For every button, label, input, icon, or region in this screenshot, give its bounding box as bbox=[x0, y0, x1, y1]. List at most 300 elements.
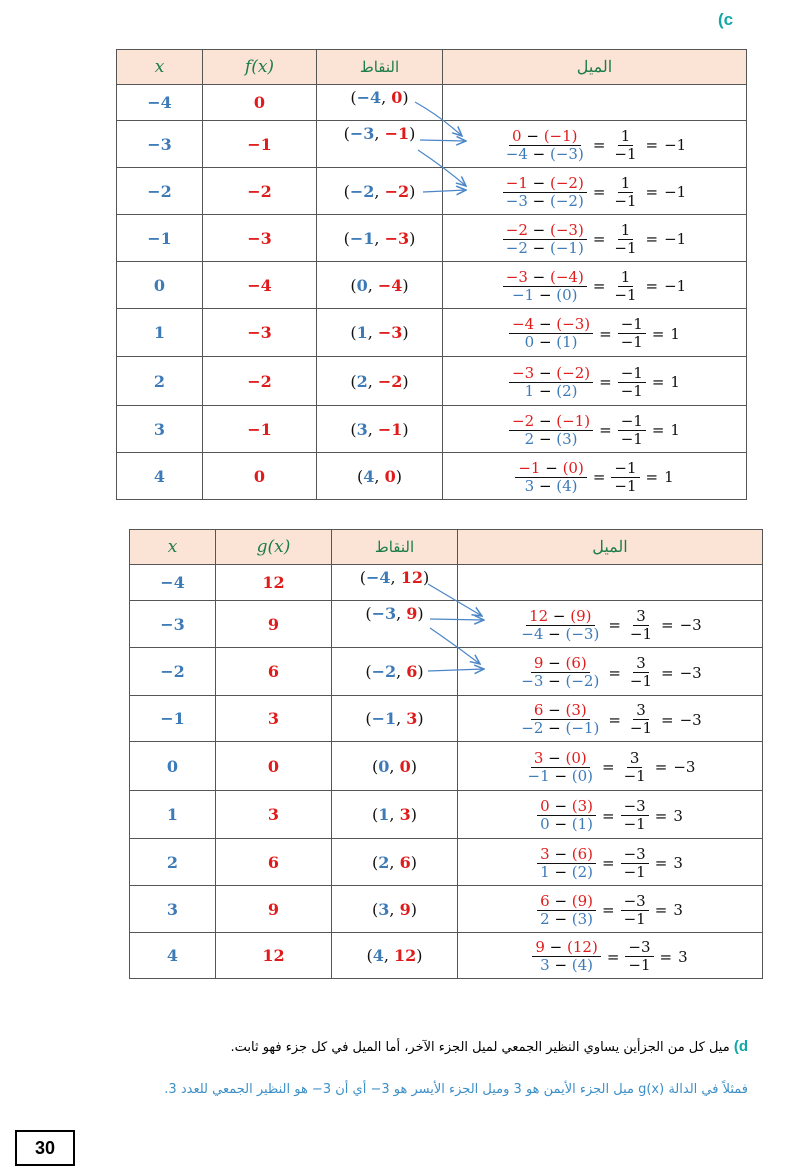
slope-result: 3 bbox=[673, 806, 683, 825]
slope-denominator: 0 − (1) bbox=[540, 815, 594, 833]
denominator-term: (3) bbox=[556, 429, 578, 448]
cell-point: (−3, −1) bbox=[317, 121, 443, 168]
slope-fraction bbox=[509, 365, 593, 400]
table-row bbox=[117, 262, 747, 309]
simplified-fraction bbox=[611, 269, 639, 304]
simplified-denominator: −1 bbox=[629, 672, 653, 690]
cell-slope bbox=[443, 453, 747, 500]
cell-slope bbox=[458, 839, 763, 886]
header-gx: g(x) bbox=[216, 530, 332, 565]
simplified-fraction bbox=[627, 702, 655, 737]
point-x: 3 bbox=[378, 899, 390, 919]
numerator-term: (−2) bbox=[556, 363, 591, 382]
numerator-term: 9 bbox=[535, 938, 545, 956]
slope-denominator: −2 − (−1) bbox=[505, 238, 584, 257]
slope-result: 1 bbox=[664, 468, 674, 486]
simplified-numerator: −1 bbox=[618, 413, 646, 431]
cell-slope bbox=[458, 696, 763, 742]
denominator-term: −4 bbox=[505, 144, 528, 163]
slope-fraction bbox=[515, 460, 586, 495]
point-x: 1 bbox=[356, 323, 368, 342]
slope-numerator: 0 − (3) bbox=[537, 798, 596, 816]
simplified-fraction bbox=[625, 939, 653, 974]
part-c-label: (c bbox=[718, 10, 734, 29]
cell-slope bbox=[458, 791, 763, 839]
simplified-denominator: −1 bbox=[620, 429, 643, 448]
cell-x: 4 bbox=[130, 933, 216, 979]
simplified-numerator: −3 bbox=[621, 798, 649, 816]
denominator-term: (1) bbox=[556, 333, 578, 351]
point-x: 2 bbox=[378, 852, 390, 872]
denominator-term: (−2) bbox=[550, 191, 584, 210]
numerator-term: 9 bbox=[533, 654, 544, 672]
point-x: −1 bbox=[371, 709, 397, 728]
denominator-term: −3 bbox=[521, 672, 544, 690]
cell-fx: 12 bbox=[216, 933, 332, 979]
denominator-term: 1 bbox=[540, 862, 550, 881]
simplified-fraction bbox=[611, 175, 639, 210]
slope-expression: $\frac{-1 - (0)}{3 - (4)}$ = $\frac{-1}{-1}$ = 1 bbox=[515, 460, 673, 495]
simplified-numerator: −1 bbox=[618, 316, 646, 334]
numerator-term: (6) bbox=[565, 654, 587, 672]
table-row bbox=[117, 357, 747, 406]
cell-slope bbox=[443, 357, 747, 406]
slope-result: −3 bbox=[673, 758, 696, 776]
slope-result: −1 bbox=[664, 277, 687, 295]
numerator-term: (12) bbox=[567, 938, 598, 956]
simplified-denominator: −1 bbox=[620, 381, 643, 400]
slope-denominator: −1 − (0) bbox=[512, 285, 578, 304]
slope-denominator: −2 − (−1) bbox=[521, 719, 600, 737]
cell-fx: 9 bbox=[216, 886, 332, 933]
slope-result: 1 bbox=[670, 421, 680, 439]
simplified-denominator: −1 bbox=[614, 285, 637, 304]
cell-x: 2 bbox=[117, 357, 203, 406]
simplified-numerator: −1 bbox=[611, 460, 639, 478]
table-row bbox=[117, 85, 747, 121]
point-y: −3 bbox=[384, 228, 410, 248]
simplified-numerator: 1 bbox=[618, 222, 634, 240]
numerator-term: (9) bbox=[571, 891, 594, 910]
cell-x: 3 bbox=[130, 886, 216, 933]
slope-denominator: −1 − (0) bbox=[527, 766, 594, 785]
cell-x: −2 bbox=[130, 648, 216, 696]
slope-expression: $\frac{9 - (6)}{-3 - (-2)}$ = $\frac{3}{-1}$ = −3 bbox=[518, 655, 701, 690]
cell-point: (−1, −3) bbox=[317, 215, 443, 262]
numerator-term: −1 bbox=[518, 458, 541, 477]
point-x: −2 bbox=[371, 662, 397, 681]
cell-x: 0 bbox=[130, 742, 216, 791]
cell-fx: −3 bbox=[203, 309, 317, 357]
point-y: 12 bbox=[394, 946, 417, 965]
simplified-fraction bbox=[621, 846, 649, 881]
cell-x: 0 bbox=[117, 262, 203, 309]
simplified-fraction bbox=[621, 750, 649, 785]
table-row bbox=[130, 696, 763, 742]
cell-x: −2 bbox=[117, 168, 203, 215]
denominator-term: 1 bbox=[524, 381, 535, 400]
cell-x: −1 bbox=[130, 696, 216, 742]
slope-fraction bbox=[537, 846, 596, 881]
numerator-term: −3 bbox=[505, 267, 528, 286]
numerator-term: (−3) bbox=[550, 220, 584, 239]
slope-expression: $\frac{0 - (-1)}{-4 - (-3)}$ = $\frac{1}{-1}$ = −1 bbox=[503, 128, 686, 163]
table-row bbox=[130, 648, 763, 696]
simplified-denominator: −1 bbox=[614, 238, 637, 257]
cell-point: (4, 12) bbox=[332, 933, 458, 979]
numerator-term: (−1) bbox=[556, 411, 591, 430]
denominator-term: (−3) bbox=[565, 624, 600, 643]
slope-numerator: 6 − (3) bbox=[531, 702, 590, 720]
cell-fx: 12 bbox=[216, 565, 332, 601]
table-row bbox=[117, 453, 747, 500]
slope-result: 3 bbox=[678, 947, 688, 966]
cell-point: (0, −4) bbox=[317, 262, 443, 309]
simplified-denominator: −1 bbox=[614, 191, 637, 210]
table-row bbox=[130, 791, 763, 839]
slope-fraction bbox=[537, 893, 596, 928]
cell-fx: 0 bbox=[203, 453, 317, 500]
slope-expression: $\frac{6 - (3)}{-2 - (-1)}$ = $\frac{3}{-1}$ = −3 bbox=[518, 702, 701, 737]
cell-x: −4 bbox=[130, 565, 216, 601]
point-y: 0 bbox=[399, 756, 411, 776]
numerator-term: 3 bbox=[533, 748, 544, 767]
table-header-row bbox=[130, 530, 763, 565]
slope-fraction bbox=[518, 702, 602, 737]
point-x: 1 bbox=[378, 805, 390, 824]
denominator-term: (3) bbox=[571, 909, 594, 928]
point-y: 0 bbox=[391, 88, 403, 107]
cell-point: (−4, 12) bbox=[332, 565, 458, 601]
cell-slope bbox=[443, 262, 747, 309]
cell-slope bbox=[443, 309, 747, 357]
cell-x: 4 bbox=[117, 453, 203, 500]
cell-x: −4 bbox=[117, 85, 203, 121]
cell-fx: 3 bbox=[216, 791, 332, 839]
point-x: 0 bbox=[378, 756, 390, 776]
point-x: −4 bbox=[366, 568, 391, 587]
part-d-label: d) bbox=[733, 1038, 748, 1055]
slope-numerator: −2 − (−3) bbox=[503, 222, 587, 240]
denominator-term: (−2) bbox=[565, 672, 600, 690]
numerator-term: 6 bbox=[540, 891, 550, 910]
simplified-numerator: −3 bbox=[621, 893, 649, 911]
slope-numerator: −1 − (−2) bbox=[503, 175, 587, 193]
slope-fraction bbox=[503, 128, 587, 163]
slope-expression: $\frac{-1 - (-2)}{-3 - (-2)}$ = $\frac{1}{-1}$ = −1 bbox=[503, 175, 686, 210]
point-y: −2 bbox=[384, 181, 410, 201]
slope-expression: $\frac{-2 - (-1)}{2 - (3)}$ = $\frac{-1}{-1}$ = 1 bbox=[509, 413, 680, 448]
cell-fx: 6 bbox=[216, 839, 332, 886]
cell-point: (2, 6) bbox=[332, 839, 458, 886]
slope-result: 1 bbox=[670, 324, 680, 343]
denominator-term: (−1) bbox=[550, 238, 584, 257]
header-points: النقاط bbox=[332, 530, 458, 565]
slope-fraction bbox=[503, 269, 587, 304]
denominator-term: −2 bbox=[505, 238, 528, 257]
numerator-term: (9) bbox=[570, 606, 592, 625]
cell-point: (0, 0) bbox=[332, 742, 458, 791]
point-x: −4 bbox=[356, 88, 382, 107]
slope-expression: $\frac{0 - (3)}{0 - (1)}$ = $\frac{-3}{-1}$ = 3 bbox=[537, 798, 683, 833]
slope-numerator: −3 − (−2) bbox=[509, 365, 593, 383]
simplified-numerator: 3 bbox=[633, 702, 649, 720]
denominator-term: (0) bbox=[556, 285, 578, 304]
numerator-term: 6 bbox=[533, 701, 544, 719]
cell-x: 1 bbox=[130, 791, 216, 839]
denominator-term: −1 bbox=[527, 766, 550, 785]
table-row bbox=[130, 933, 763, 979]
cell-fx: 6 bbox=[216, 648, 332, 696]
slope-expression: $\frac{12 - (9)}{-4 - (-3)}$ = $\frac{3}{-1}$ = −3 bbox=[518, 608, 701, 643]
cell-x: 2 bbox=[130, 839, 216, 886]
simplified-numerator: 3 bbox=[627, 750, 643, 768]
simplified-denominator: −1 bbox=[628, 956, 651, 974]
part-d-line1: ميل كل من الجزأين يساوي النظير الجمعي لميل الجزء الآخر، أما الميل في كل جزء فهو ثابت. bbox=[230, 1040, 730, 1055]
numerator-term: −1 bbox=[505, 173, 528, 192]
cell-fx: −3 bbox=[203, 215, 317, 262]
cell-slope bbox=[443, 121, 747, 168]
denominator-term: 2 bbox=[540, 909, 550, 928]
page-number: 30 bbox=[15, 1130, 75, 1166]
slope-fraction bbox=[503, 175, 587, 210]
denominator-term: 3 bbox=[524, 476, 535, 495]
cell-x: −3 bbox=[117, 121, 203, 168]
cell-slope bbox=[458, 933, 763, 979]
simplified-denominator: −1 bbox=[620, 333, 643, 351]
numerator-term: −4 bbox=[512, 315, 535, 333]
header-slope: الميل bbox=[443, 50, 747, 85]
point-x: 4 bbox=[363, 466, 375, 486]
point-y: 6 bbox=[399, 852, 411, 872]
point-y: 3 bbox=[406, 709, 418, 728]
denominator-term: −3 bbox=[505, 191, 528, 210]
slope-expression: $\frac{-3 - (-4)}{-1 - (0)}$ = $\frac{1}{-1}$ = −1 bbox=[503, 269, 686, 304]
point-y: 6 bbox=[406, 662, 418, 681]
denominator-term: (2) bbox=[571, 862, 594, 881]
header-slope: الميل bbox=[458, 530, 763, 565]
cell-slope bbox=[458, 886, 763, 933]
point-y: 9 bbox=[399, 899, 411, 919]
denominator-term: −1 bbox=[512, 285, 535, 304]
header-points: النقاط bbox=[317, 50, 443, 85]
cell-fx: 3 bbox=[216, 696, 332, 742]
header-x: x bbox=[130, 530, 216, 565]
cell-slope bbox=[458, 648, 763, 696]
simplified-fraction bbox=[618, 316, 646, 351]
numerator-term: 0 bbox=[512, 126, 522, 145]
table-row bbox=[117, 406, 747, 453]
numerator-term: (−3) bbox=[556, 315, 591, 333]
slope-numerator: 12 − (9) bbox=[526, 608, 594, 626]
slope-result: −3 bbox=[679, 663, 702, 682]
header-fx: f(x) bbox=[203, 50, 317, 85]
slope-numerator: −4 − (−3) bbox=[509, 316, 593, 334]
simplified-fraction bbox=[611, 460, 639, 495]
table-row bbox=[117, 121, 747, 168]
simplified-numerator: 1 bbox=[618, 175, 634, 193]
slope-numerator: 3 − (0) bbox=[531, 750, 590, 768]
simplified-denominator: −1 bbox=[629, 624, 653, 643]
numerator-term: (3) bbox=[571, 797, 594, 815]
numerator-term: 3 bbox=[540, 844, 550, 863]
slope-expression: $\frac{3 - (0)}{-1 - (0)}$ = $\frac{3}{-1}$ = −3 bbox=[525, 750, 696, 785]
slope-result: −1 bbox=[664, 136, 687, 154]
slope-result: −3 bbox=[679, 616, 702, 634]
slope-result: 1 bbox=[670, 373, 680, 391]
table-row bbox=[117, 309, 747, 357]
simplified-denominator: −1 bbox=[614, 476, 637, 495]
cell-slope bbox=[443, 406, 747, 453]
denominator-term: 3 bbox=[540, 956, 550, 974]
denominator-term: −4 bbox=[521, 624, 544, 643]
simplified-numerator: −3 bbox=[621, 846, 649, 864]
cell-fx: −2 bbox=[203, 168, 317, 215]
denominator-term: (2) bbox=[556, 381, 578, 400]
table-g bbox=[129, 529, 763, 979]
table-row bbox=[130, 565, 763, 601]
slope-denominator: 1 − (2) bbox=[540, 862, 594, 881]
numerator-term: (6) bbox=[571, 844, 594, 863]
numerator-term: 0 bbox=[540, 797, 550, 815]
cell-fx: 0 bbox=[203, 85, 317, 121]
slope-result: −1 bbox=[664, 183, 687, 201]
slope-fraction bbox=[509, 413, 593, 448]
slope-numerator: −1 − (0) bbox=[515, 460, 586, 478]
point-y: 0 bbox=[384, 466, 396, 486]
simplified-denominator: −1 bbox=[614, 144, 637, 163]
point-x: 0 bbox=[356, 275, 368, 295]
slope-numerator: 9 − (12) bbox=[532, 939, 600, 957]
point-y: −2 bbox=[377, 371, 403, 391]
simplified-numerator: 1 bbox=[618, 269, 634, 287]
slope-denominator: 2 − (3) bbox=[524, 429, 578, 448]
cell-fx: 9 bbox=[216, 601, 332, 648]
slope-denominator: 3 − (4) bbox=[540, 956, 594, 974]
slope-numerator: 3 − (6) bbox=[537, 846, 596, 864]
cell-fx: −2 bbox=[203, 357, 317, 406]
simplified-numerator: −1 bbox=[618, 365, 646, 383]
denominator-term: (−1) bbox=[565, 719, 600, 737]
point-y: 9 bbox=[406, 604, 418, 623]
point-x: −2 bbox=[349, 181, 375, 201]
numerator-term: (−2) bbox=[550, 173, 584, 192]
slope-numerator: 6 − (9) bbox=[537, 893, 596, 911]
denominator-term: 2 bbox=[524, 429, 535, 448]
cell-point: (1, −3) bbox=[317, 309, 443, 357]
point-y: 12 bbox=[400, 568, 423, 587]
cell-point: (4, 0) bbox=[317, 453, 443, 500]
cell-fx: −1 bbox=[203, 121, 317, 168]
simplified-denominator: −1 bbox=[629, 719, 653, 737]
cell-slope bbox=[458, 565, 763, 601]
table-row bbox=[130, 742, 763, 791]
slope-numerator: 9 − (6) bbox=[531, 655, 590, 673]
slope-denominator: 3 − (4) bbox=[524, 476, 578, 495]
cell-point: (−4, 0) bbox=[317, 85, 443, 121]
numerator-term: 12 bbox=[529, 606, 549, 625]
slope-fraction bbox=[532, 939, 600, 974]
slope-result: 3 bbox=[673, 901, 683, 919]
part-d-example: فمثلاً في الدالة g(x) ميل الجزء الأيمن هو 3 وميل الجزء الأيسر هو 3− أي أن 3− هو النظير الجمعي للعدد 3. bbox=[164, 1082, 748, 1097]
point-x: −3 bbox=[371, 604, 397, 623]
numerator-term: −2 bbox=[505, 220, 528, 239]
cell-point: (−1, 3) bbox=[332, 696, 458, 742]
simplified-denominator: −1 bbox=[623, 909, 646, 928]
numerator-term: −3 bbox=[512, 363, 535, 382]
slope-fraction bbox=[518, 608, 602, 643]
slope-denominator: 1 − (2) bbox=[524, 381, 578, 400]
simplified-numerator: 1 bbox=[618, 128, 634, 146]
slope-fraction bbox=[503, 222, 587, 257]
slope-expression: $\frac{-3 - (-2)}{1 - (2)}$ = $\frac{-1}{-1}$ = 1 bbox=[509, 365, 680, 400]
slope-fraction bbox=[509, 316, 593, 351]
simplified-fraction bbox=[627, 608, 655, 643]
cell-fx: 0 bbox=[216, 742, 332, 791]
slope-denominator: −4 − (−3) bbox=[505, 144, 584, 163]
cell-point: (−2, −2) bbox=[317, 168, 443, 215]
table-row bbox=[117, 168, 747, 215]
slope-fraction bbox=[537, 798, 596, 833]
part-d-paragraph bbox=[48, 1038, 748, 1055]
point-x: 3 bbox=[356, 419, 368, 439]
point-y: −1 bbox=[384, 124, 410, 143]
simplified-fraction bbox=[621, 798, 649, 833]
cell-x: −1 bbox=[117, 215, 203, 262]
simplified-denominator: −1 bbox=[623, 815, 646, 833]
slope-denominator: −3 − (−2) bbox=[521, 672, 600, 690]
numerator-term: (−4) bbox=[550, 267, 584, 286]
cell-slope bbox=[443, 85, 747, 121]
cell-x: −3 bbox=[130, 601, 216, 648]
slope-fraction bbox=[525, 750, 596, 785]
slope-result: −3 bbox=[679, 710, 702, 729]
cell-x: 1 bbox=[117, 309, 203, 357]
slope-fraction bbox=[518, 655, 602, 690]
denominator-term: (−3) bbox=[550, 144, 584, 163]
denominator-term: (4) bbox=[571, 956, 594, 974]
table-row bbox=[130, 601, 763, 648]
slope-expression: $\frac{9 - (12)}{3 - (4)}$ = $\frac{-3}{-1}$ = 3 bbox=[532, 939, 687, 974]
numerator-term: (−1) bbox=[543, 126, 578, 145]
slope-denominator: −4 − (−3) bbox=[521, 624, 600, 643]
denominator-term: 0 bbox=[540, 815, 550, 833]
simplified-numerator: 3 bbox=[633, 655, 649, 673]
cell-fx: −1 bbox=[203, 406, 317, 453]
point-x: 4 bbox=[372, 946, 384, 965]
simplified-fraction bbox=[611, 128, 639, 163]
slope-numerator: −3 − (−4) bbox=[503, 269, 587, 287]
table-row bbox=[117, 215, 747, 262]
cell-slope bbox=[443, 215, 747, 262]
cell-slope bbox=[443, 168, 747, 215]
numerator-term: (0) bbox=[562, 458, 584, 477]
simplified-fraction bbox=[627, 655, 655, 690]
denominator-term: (1) bbox=[571, 815, 594, 833]
slope-denominator: −3 − (−2) bbox=[505, 191, 584, 210]
simplified-numerator: 3 bbox=[633, 608, 649, 626]
point-x: 2 bbox=[356, 371, 368, 391]
cell-point: (1, 3) bbox=[332, 791, 458, 839]
simplified-fraction bbox=[611, 222, 639, 257]
slope-denominator: 0 − (1) bbox=[524, 333, 578, 351]
table-header-row bbox=[117, 50, 747, 85]
table-f bbox=[116, 49, 747, 500]
cell-point: (3, −1) bbox=[317, 406, 443, 453]
simplified-fraction bbox=[618, 365, 646, 400]
slope-expression: $\frac{-2 - (-3)}{-2 - (-1)}$ = $\frac{1}{-1}$ = −1 bbox=[503, 222, 686, 257]
point-x: −1 bbox=[349, 228, 375, 248]
